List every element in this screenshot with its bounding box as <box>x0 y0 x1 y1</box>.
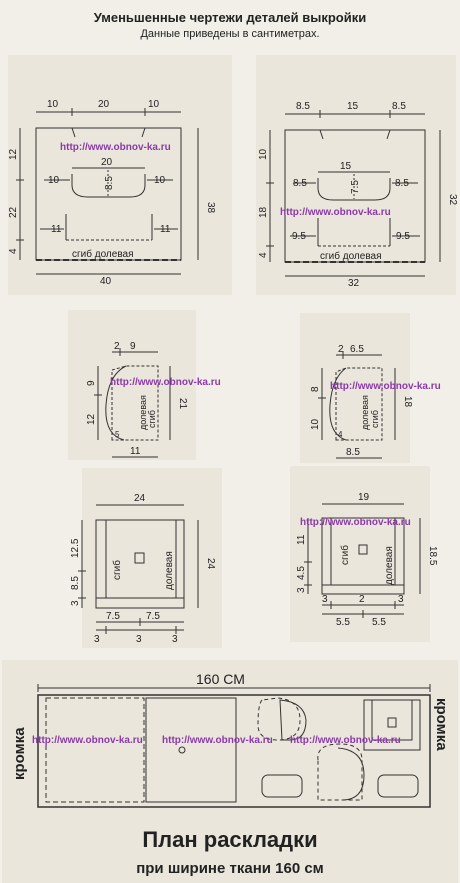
m1-dim-lower-right: 11 <box>160 224 171 235</box>
layout-edge-right: кромка <box>433 698 450 751</box>
p2-dim-bb1: 3 <box>322 594 328 605</box>
watermark-3: http://www.obnov-ka.ru <box>110 377 221 388</box>
f2-dim-left1: 8 <box>310 386 321 392</box>
p2-dim-top: 19 <box>358 492 370 503</box>
m2-dim-pocket-left: 8.5 <box>293 178 307 189</box>
layout-subtitle: при ширине ткани 160 см <box>136 860 324 877</box>
p1-fold: сгиб <box>112 560 123 580</box>
f1-grain: долевая <box>138 395 148 430</box>
m1-dim-side-mid: 22 <box>8 206 19 218</box>
p1-dim-left3: 3 <box>70 600 81 606</box>
p1-dim-right: 24 <box>205 558 216 570</box>
p2-dim-left2: 4.5 <box>296 566 307 580</box>
m2-dim-width: 32 <box>348 278 360 289</box>
m2-dim-inner-width: 15 <box>340 161 352 172</box>
p2-dim-right: 18.5 <box>427 546 438 566</box>
layout-width-label: 160 СМ <box>196 671 245 687</box>
m1-dim-side-bot: 4 <box>8 248 19 254</box>
p2-dim-left3: 3 <box>296 587 307 593</box>
m2-dim-pocket-right: 8.5 <box>395 178 409 189</box>
m2-dim-side-mid: 18 <box>258 206 269 218</box>
m2-dim-side-bot: 4 <box>258 252 269 258</box>
f1-dim-left1: 9 <box>86 380 97 386</box>
m1-fold-label: сгиб долевая <box>72 249 134 260</box>
f1-fold: сгиб <box>147 410 157 428</box>
f1-dim-top1: 2 <box>114 341 120 352</box>
m2-fold-label: сгиб долевая <box>320 251 382 262</box>
layout-title: План раскладки <box>142 827 318 852</box>
watermark-2: http://www.obnov-ka.ru <box>280 207 391 218</box>
f2-grain: долевая <box>360 395 370 430</box>
m2-dim-top-left: 8.5 <box>296 101 310 112</box>
watermark-7: http://www.obnov-ka.ru <box>162 735 273 746</box>
m2-dim-side-top: 10 <box>258 148 269 160</box>
p1-grain: долевая <box>164 551 175 590</box>
m1-dim-side-top: 12 <box>8 148 19 160</box>
m2-dim-pocket-depth: 7.5 <box>350 180 361 194</box>
m1-dim-top-mid: 20 <box>98 99 110 110</box>
p1-dim-b1: 7.5 <box>106 611 120 622</box>
p2-fold: сгиб <box>340 545 351 565</box>
m1-dim-width: 40 <box>100 276 112 287</box>
m2-dim-height: 32 <box>447 194 458 206</box>
p1-dim-bb2: 3 <box>136 634 142 645</box>
watermark-8: http://www.obnov-ka.ru <box>290 735 401 746</box>
f1-dim-bottom: 11 <box>130 446 141 457</box>
layout-edge-left: кромка <box>11 727 28 780</box>
p1-dim-left2: 8.5 <box>70 576 81 590</box>
p1-dim-left1: 12.5 <box>70 538 81 558</box>
m1-dim-height: 38 <box>205 202 216 214</box>
m1-dim-inner-width: 20 <box>101 157 113 168</box>
page-subtitle: Данные приведены в сантиметрах. <box>140 28 320 40</box>
p2-dim-bb3: 3 <box>398 594 404 605</box>
f1-dim-top2: 9 <box>130 341 136 352</box>
p1-dim-bb1: 3 <box>94 634 100 645</box>
m1-dim-top-right: 10 <box>148 99 160 110</box>
p2-dim-bb2: 2 <box>359 594 365 605</box>
f1-dim-left2: 12 <box>86 413 97 425</box>
f2-dim-left2: 10 <box>310 418 321 430</box>
m2-dim-lower-left: 9.5 <box>292 231 306 242</box>
m1-dim-pocket-left: 10 <box>48 175 60 186</box>
page-title: Уменьшенные чертежи деталей выкройки <box>93 10 367 25</box>
p2-grain: долевая <box>384 546 395 585</box>
m1-dim-pocket-depth: 8.5 <box>104 176 115 190</box>
f2-dim-top1: 2 <box>338 344 344 355</box>
f1-dim-corner: 5 <box>115 430 120 439</box>
m2-dim-lower-right: 9.5 <box>396 231 410 242</box>
p2-dim-left1: 11 <box>296 534 307 545</box>
p1-dim-b2: 7.5 <box>146 611 160 622</box>
f2-fold: сгиб <box>370 410 380 428</box>
p1-dim-bb3: 3 <box>172 634 178 645</box>
f2-dim-top2: 6.5 <box>350 344 364 355</box>
m1-dim-top-left: 10 <box>47 99 59 110</box>
f1-dim-right: 21 <box>177 398 188 410</box>
m2-dim-top-mid: 15 <box>347 101 359 112</box>
m2-dim-top-right: 8.5 <box>392 101 406 112</box>
p2-dim-b2: 5.5 <box>372 617 386 628</box>
p2-dim-b1: 5.5 <box>336 617 350 628</box>
watermark-6: http://www.obnov-ka.ru <box>32 735 143 746</box>
p1-dim-top: 24 <box>134 493 146 504</box>
watermark-1: http://www.obnov-ka.ru <box>60 142 171 153</box>
m1-dim-lower-left: 11 <box>51 224 62 235</box>
f2-dim-bottom: 8.5 <box>346 447 360 458</box>
watermark-5: http://www.obnov-ka.ru <box>300 517 411 528</box>
watermark-4: http://www.obnov-ka.ru <box>330 381 441 392</box>
f2-dim-right: 18 <box>402 396 413 408</box>
m1-dim-pocket-right: 10 <box>154 175 166 186</box>
f2-dim-corner: 4 <box>338 430 343 439</box>
